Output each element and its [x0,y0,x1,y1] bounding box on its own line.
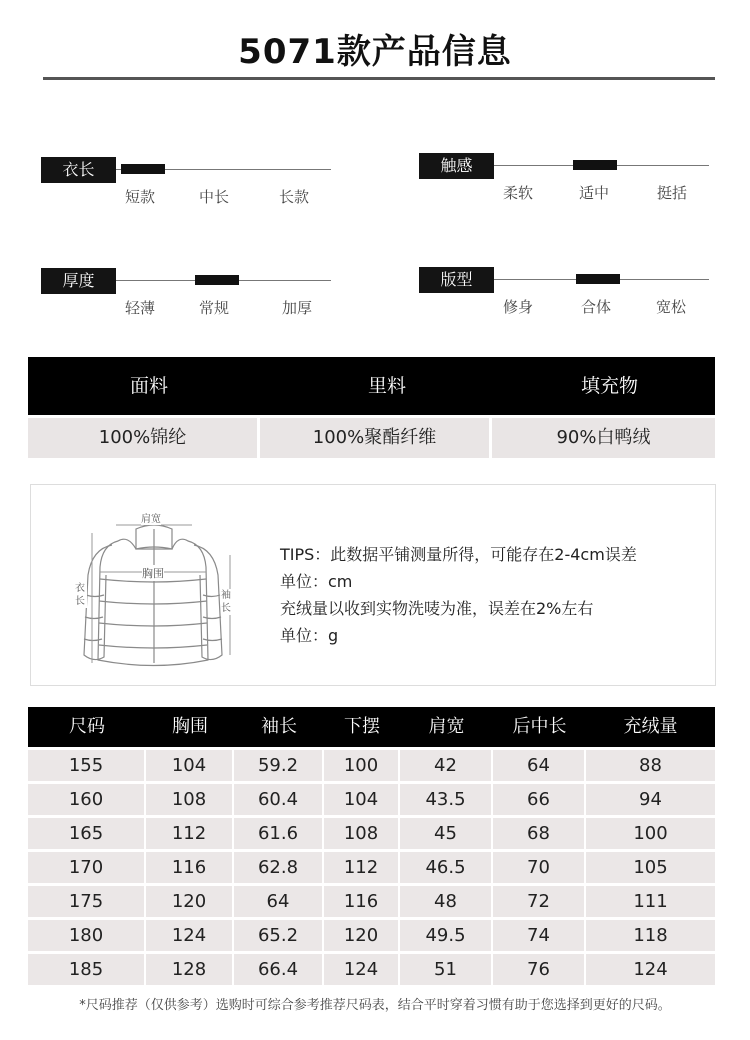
size-table-cell: 170 [28,852,146,883]
attribute-option: 中长 [199,188,230,206]
size-table-cell: 64 [493,750,586,781]
size-table-cell: 65.2 [234,920,324,951]
attribute-fit [419,267,709,327]
size-table-cell: 66 [493,784,586,815]
size-header-cell: 充绒量 [623,716,678,737]
size-table-cell: 108 [324,818,400,849]
size-header-cell: 胸围 [172,716,208,737]
size-table-cell: 60.4 [234,784,324,815]
size-header-cell: 后中长 [512,716,567,737]
size-table-header [28,707,715,747]
size-table-cell: 120 [146,886,234,917]
materials-value-cell: 90%白鸭绒 [492,418,715,458]
size-table-cell: 128 [146,954,234,985]
size-table-cell: 120 [324,920,400,951]
size-table-cell: 105 [586,852,715,883]
size-table-row [28,920,715,951]
attribute-selected-marker [576,274,620,284]
attribute-label: 版型 [419,267,494,293]
shoulder-width-label: 肩宽 [141,510,161,525]
size-table-cell: 124 [146,920,234,951]
size-table-cell: 70 [493,852,586,883]
size-table-cell: 68 [493,818,586,849]
size-table-row [28,784,715,815]
size-table-cell: 116 [324,886,400,917]
attribute-option: 宽松 [656,298,687,316]
body-length-label: 衣长 [75,583,85,607]
size-footnote: *尺码推荐（仅供参考）选购时可综合参考推荐尺码表，结合平时穿着习惯有助于您选择到更好的尺码。 [79,998,671,1013]
size-table-cell: 155 [28,750,146,781]
attribute-option: 加厚 [282,299,313,317]
size-table-cell: 49.5 [400,920,493,951]
size-table-row [28,852,715,883]
size-table-cell: 160 [28,784,146,815]
size-table-cell: 118 [586,920,715,951]
materials-values [28,418,715,458]
tips-line: 单位：g [280,626,339,645]
attribute-label: 厚度 [41,268,116,294]
tips-line: 充绒量以收到实物洗唛为准，误差在2%左右 [280,599,594,618]
attribute-thickness [41,268,331,328]
size-table-cell: 185 [28,954,146,985]
size-table-cell: 100 [324,750,400,781]
sleeve-length-label: 袖长 [221,590,231,614]
size-table-cell: 51 [400,954,493,985]
attribute-label: 衣长 [41,157,116,183]
size-table-cell: 112 [146,818,234,849]
size-table-cell: 165 [28,818,146,849]
size-table-cell: 100 [586,818,715,849]
tips-line: TIPS：此数据平铺测量所得，可能存在2-4cm误差 [280,545,637,564]
size-header-cell: 尺码 [69,716,105,737]
size-table-cell: 88 [586,750,715,781]
size-table-cell: 111 [586,886,715,917]
materials-header [28,357,715,415]
size-table-cell: 62.8 [234,852,324,883]
size-table-cell: 45 [400,818,493,849]
size-table-cell: 104 [146,750,234,781]
materials-header-cell: 里料 [367,375,406,397]
size-table-cell: 42 [400,750,493,781]
materials-header-cell: 面料 [129,375,168,397]
attribute-option: 合体 [581,298,612,316]
tips-line: 单位：cm [280,572,353,591]
attribute-option: 常规 [199,299,230,317]
attribute-selected-marker [573,160,617,170]
attribute-option: 挺括 [657,184,688,202]
size-table-cell: 104 [324,784,400,815]
materials-value-cell: 100%聚酯纤维 [260,418,489,458]
size-table-cell: 43.5 [400,784,493,815]
attribute-selected-marker [121,164,165,174]
attribute-label: 触感 [419,153,494,179]
attribute-option: 适中 [579,184,610,202]
size-table-row [28,750,715,781]
size-table-cell: 124 [324,954,400,985]
attribute-option: 修身 [503,298,534,316]
size-table-row [28,818,715,849]
size-table-cell: 180 [28,920,146,951]
chest-label: 胸围 [142,567,164,580]
size-table-cell: 64 [234,886,324,917]
size-table-cell: 61.6 [234,818,324,849]
size-table-body [28,750,715,988]
size-table-cell: 116 [146,852,234,883]
size-table-cell: 59.2 [234,750,324,781]
size-header-cell: 下摆 [344,716,380,737]
title-divider [43,77,715,80]
size-table-cell: 66.4 [234,954,324,985]
materials-header-cell: 填充物 [580,375,638,397]
attribute-option: 轻薄 [125,299,156,317]
attribute-option: 柔软 [503,184,534,202]
size-table-cell: 46.5 [400,852,493,883]
materials-value-cell: 100%锦纶 [28,418,257,458]
size-table-cell: 76 [493,954,586,985]
attribute-option: 长款 [279,188,310,206]
attribute-length [41,157,331,217]
attribute-selected-marker [195,275,239,285]
size-table-row [28,954,715,985]
page-title: 5071款产品信息 [238,32,512,72]
size-table-cell: 94 [586,784,715,815]
size-table-cell: 108 [146,784,234,815]
size-table-cell: 72 [493,886,586,917]
size-table-cell: 48 [400,886,493,917]
attribute-feel [419,153,709,213]
measurement-tips [280,541,637,649]
size-table-row [28,886,715,917]
attribute-option: 短款 [125,188,156,206]
size-table-cell: 124 [586,954,715,985]
size-header-cell: 袖长 [261,716,297,737]
size-table-cell: 112 [324,852,400,883]
size-table-cell: 175 [28,886,146,917]
size-header-cell: 肩宽 [428,716,465,737]
size-table-cell: 74 [493,920,586,951]
